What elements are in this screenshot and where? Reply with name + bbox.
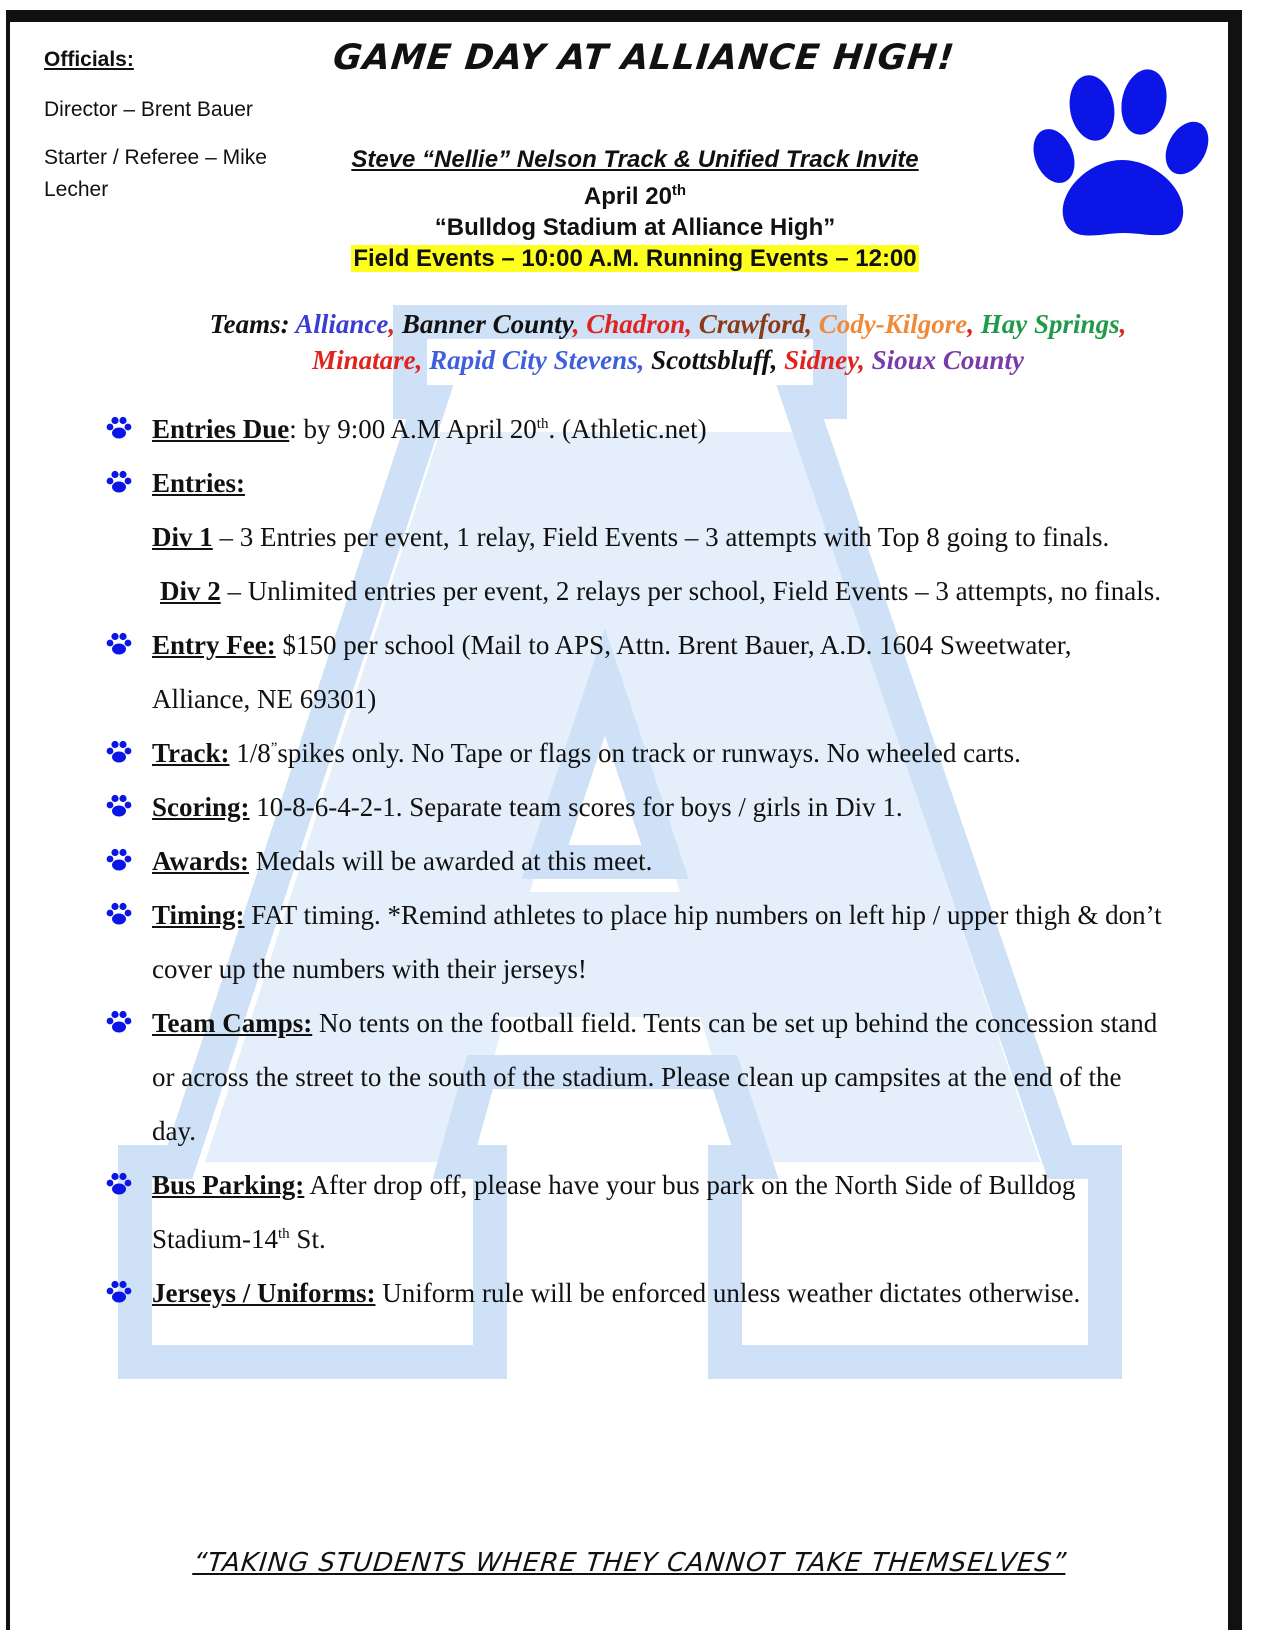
paw-bullet-icon bbox=[106, 1172, 132, 1196]
scoring-label: Scoring: bbox=[152, 792, 250, 822]
paw-bullet-icon bbox=[106, 632, 132, 656]
list-item: Awards: Medals will be awarded at this meet. bbox=[106, 834, 1166, 888]
list-item bbox=[106, 456, 1166, 618]
paw-bullet-icon bbox=[106, 470, 132, 494]
team-name: Cody-Kilgore bbox=[812, 309, 968, 339]
div2-rule: Div 2 – Unlimited entries per event, 2 relays per school, Field Events – 3 attempts, no finals. bbox=[160, 576, 1162, 606]
list-item: Entries Due: by 9:00 A.M April 20th. (Athletic.net) bbox=[106, 402, 1166, 456]
timing-label: Timing: bbox=[152, 900, 245, 930]
team-separator: , bbox=[1119, 309, 1127, 339]
team-name: Rapid City Stevens, bbox=[422, 345, 645, 375]
team-name: Alliance bbox=[295, 309, 389, 339]
team-name: Sidney, bbox=[777, 345, 865, 375]
list-item: Track: 1/8”spikes only. No Tape or flags on track or runways. No wheeled carts. bbox=[106, 726, 1166, 780]
director-line: Director – Brent Bauer bbox=[44, 98, 253, 121]
team-separator: , bbox=[967, 309, 975, 339]
meet-name: Steve “Nellie” Nelson Track & Unified Track Invite bbox=[351, 146, 919, 173]
track-label: Track: bbox=[152, 738, 230, 768]
div1-rule: Div 1 – 3 Entries per event, 1 relay, Field Events – 3 attempts with Top 8 going to finals. bbox=[152, 522, 1110, 552]
list-item: Jerseys / Uniforms: Uniform rule will be enforced unless weather dictates otherwise. bbox=[106, 1266, 1166, 1320]
paw-bullet-icon bbox=[106, 848, 132, 872]
bus-parking-label: Bus Parking: bbox=[152, 1170, 305, 1200]
page-title: GAME DAY AT ALLIANCE HIGH! bbox=[331, 38, 957, 78]
entry-fee-label: Entry Fee: bbox=[152, 630, 276, 660]
rules-list bbox=[106, 402, 1166, 1320]
meet-date: April 20th bbox=[583, 182, 687, 210]
paw-bullet-icon bbox=[106, 1010, 132, 1034]
team-camps-label: Team Camps: bbox=[152, 1008, 313, 1038]
jerseys-label: Jerseys / Uniforms: bbox=[152, 1278, 376, 1308]
officials-label: Officials: bbox=[44, 48, 134, 71]
list-item: Scoring: 10-8-6-4-2-1. Separate team scores for boys / girls in Div 1. bbox=[106, 780, 1166, 834]
entries-label: Entries: bbox=[152, 468, 245, 498]
paw-bullet-icon bbox=[106, 902, 132, 926]
list-item: Team Camps: No tents on the football field. Tents can be set up behind the concession stand or across the street to the south of the stadium. Please clean up campsites at the end of the day. bbox=[106, 996, 1166, 1158]
event-times: Field Events – 10:00 A.M. Running Events – 12:00 bbox=[353, 245, 917, 272]
list-item: Entry Fee: $150 per school (Mail to APS, Attn. Brent Bauer, A.D. 1604 Sweetwater, Alliance, NE 69301) bbox=[106, 618, 1166, 726]
starter-line: Starter / Referee – Mike Lecher bbox=[44, 146, 267, 201]
paw-bullet-icon bbox=[106, 794, 132, 818]
teams-label: Teams: bbox=[209, 309, 290, 339]
team-name: Chadron, bbox=[579, 309, 693, 339]
meet-info bbox=[270, 144, 1000, 274]
meet-venue: “Bulldog Stadium at Alliance High” bbox=[434, 214, 836, 241]
team-name: Sioux County bbox=[864, 345, 1024, 375]
team-name: Banner County bbox=[395, 309, 573, 339]
list-item: Bus Parking: After drop off, please have your bus park on the North Side of Bulldog Stadium-14th St. bbox=[106, 1158, 1166, 1266]
list-item: Timing: FAT timing. *Remind athletes to place hip numbers on left hip / upper thigh & don’t cover up the numbers with their jerseys! bbox=[106, 888, 1166, 996]
footer-motto: “TAKING STUDENTS WHERE THEY CANNOT TAKE THEMSELVES” bbox=[191, 1548, 1069, 1578]
team-separator: , bbox=[572, 309, 580, 339]
paw-print-icon bbox=[1032, 68, 1212, 244]
paw-bullet-icon bbox=[106, 1280, 132, 1304]
team-name: Hay Springs bbox=[974, 309, 1120, 339]
team-separator: , bbox=[388, 309, 396, 339]
teams-list bbox=[178, 306, 1158, 378]
team-name: Crawford, bbox=[692, 309, 813, 339]
entries-due-label: Entries Due bbox=[152, 414, 290, 444]
document-page bbox=[6, 10, 1242, 1630]
officials-block bbox=[44, 44, 284, 222]
team-name: Scottsbluff, bbox=[644, 345, 778, 375]
awards-label: Awards: bbox=[152, 846, 249, 876]
paw-bullet-icon bbox=[106, 416, 132, 440]
paw-bullet-icon bbox=[106, 740, 132, 764]
team-name: Minatare, bbox=[312, 345, 423, 375]
